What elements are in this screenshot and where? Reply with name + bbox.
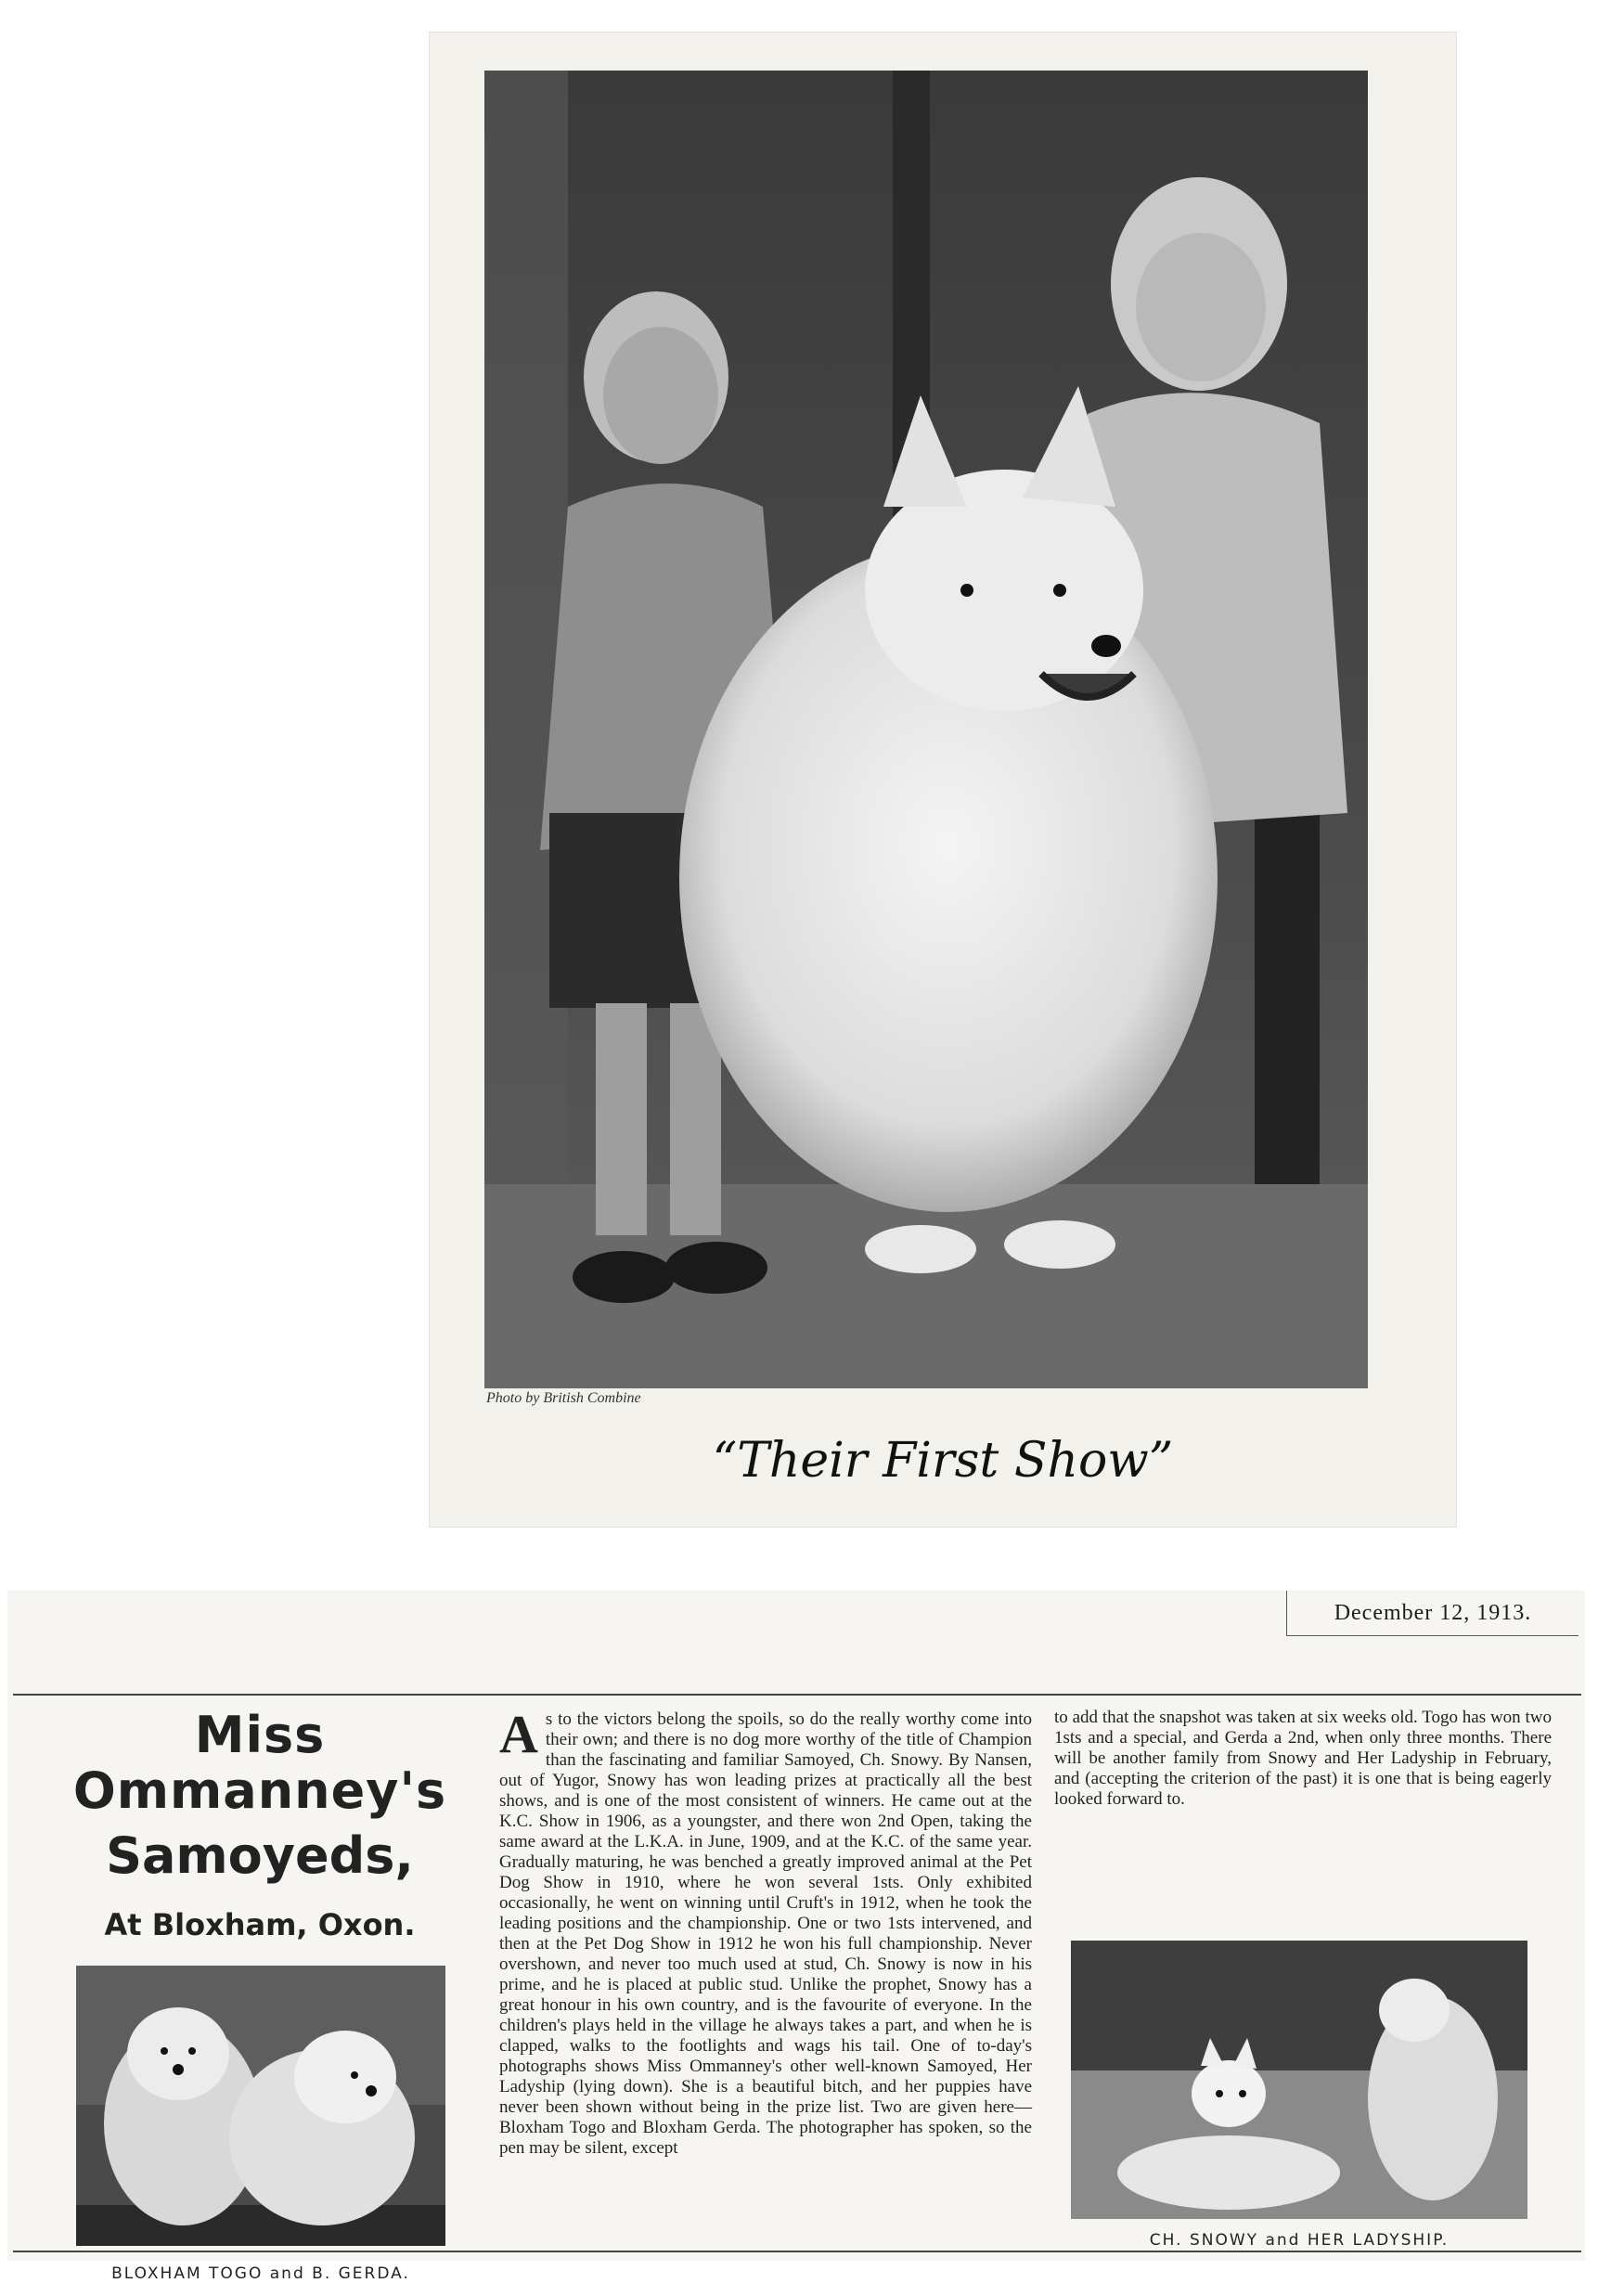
adult-dogs-photo xyxy=(1071,1941,1527,2219)
article-body-col1 xyxy=(499,1704,1032,2248)
photo-caption: “Their First Show” xyxy=(712,1433,1174,1489)
photo-card xyxy=(429,32,1457,1528)
children-with-samoyed-photo xyxy=(484,71,1368,1388)
issue-date: December 12, 1913. xyxy=(1286,1591,1579,1636)
photo-credit: Photo by British Combine xyxy=(486,1390,641,1406)
title-line-2: Samoyeds, xyxy=(106,1826,414,1885)
adult-dogs-caption: CH. SNOWY and HER LADYSHIP. xyxy=(1149,2231,1450,2250)
drop-cap: A xyxy=(499,1704,538,1764)
body-text-col1: s to the victors belong the spoils, so do the really worthy come into their own; and there is no dog more worthy of the title of Champion than the fascinating and familiar Samoyed, Ch. Snowy. By Nansen, out of Yugor, Snowy has won leading prizes at practically all the best shows, and is one of the most consistent of winners. He came out at the K.C. Show in 1906, as a youngster, and there won 2nd Open, taking the same award at the L.K.A. in June, 1909, and at the K.C. of the same year. Gradually maturing, he was benched a greatly improved animal at the Pet Dog Show in 1910, where he won several 1sts. Only exhibited occasionally, he went on winning until Cruft's in 1912, when he took the leading positions and the championship. One or two 1sts intervened, and then at the Pet Dog Show in 1912 he won his full championship. Never overshown, and never too much used at stud, Ch. Snowy is now in his prime, and he is placed at public stud. Unlike the prophet, Snowy has a great honour in his own country, and is the favourite of everyone. In the children's plays held in the village he always takes a part, and when he is clapped, walks to the footlights and wags his tail. One of to-day's photographs shows Miss Ommanney's other well-known Samoyed, Her Ladyship (lying down). She is a beautiful bitch, and her puppies have never been shown without being in the prize list. Two are given here—Bloxham Togo and Bloxham Gerda. The photographer has spoken, so the pen may be silent, except xyxy=(499,1709,1032,2158)
title-line-3: At Bloxham, Oxon. xyxy=(104,1907,416,1942)
puppies-photo xyxy=(76,1966,445,2246)
puppies-caption: BLOXHAM TOGO and B. GERDA. xyxy=(111,2264,410,2283)
title-line-1: Miss Ommanney's xyxy=(72,1706,447,1820)
article-body-col2: to add that the snapshot was taken at six weeks old. Togo has won two 1sts and a special, and Gerda a 2nd, when only three months. There will be another family from Snowy and Her Ladyship in February, and (accepting the criterion of the past) it is one that is being eagerly looked forward to. xyxy=(1054,1708,1552,1809)
top-rule xyxy=(13,1694,1581,1696)
bottom-rule xyxy=(13,2251,1581,2252)
article-title xyxy=(28,1708,492,1943)
